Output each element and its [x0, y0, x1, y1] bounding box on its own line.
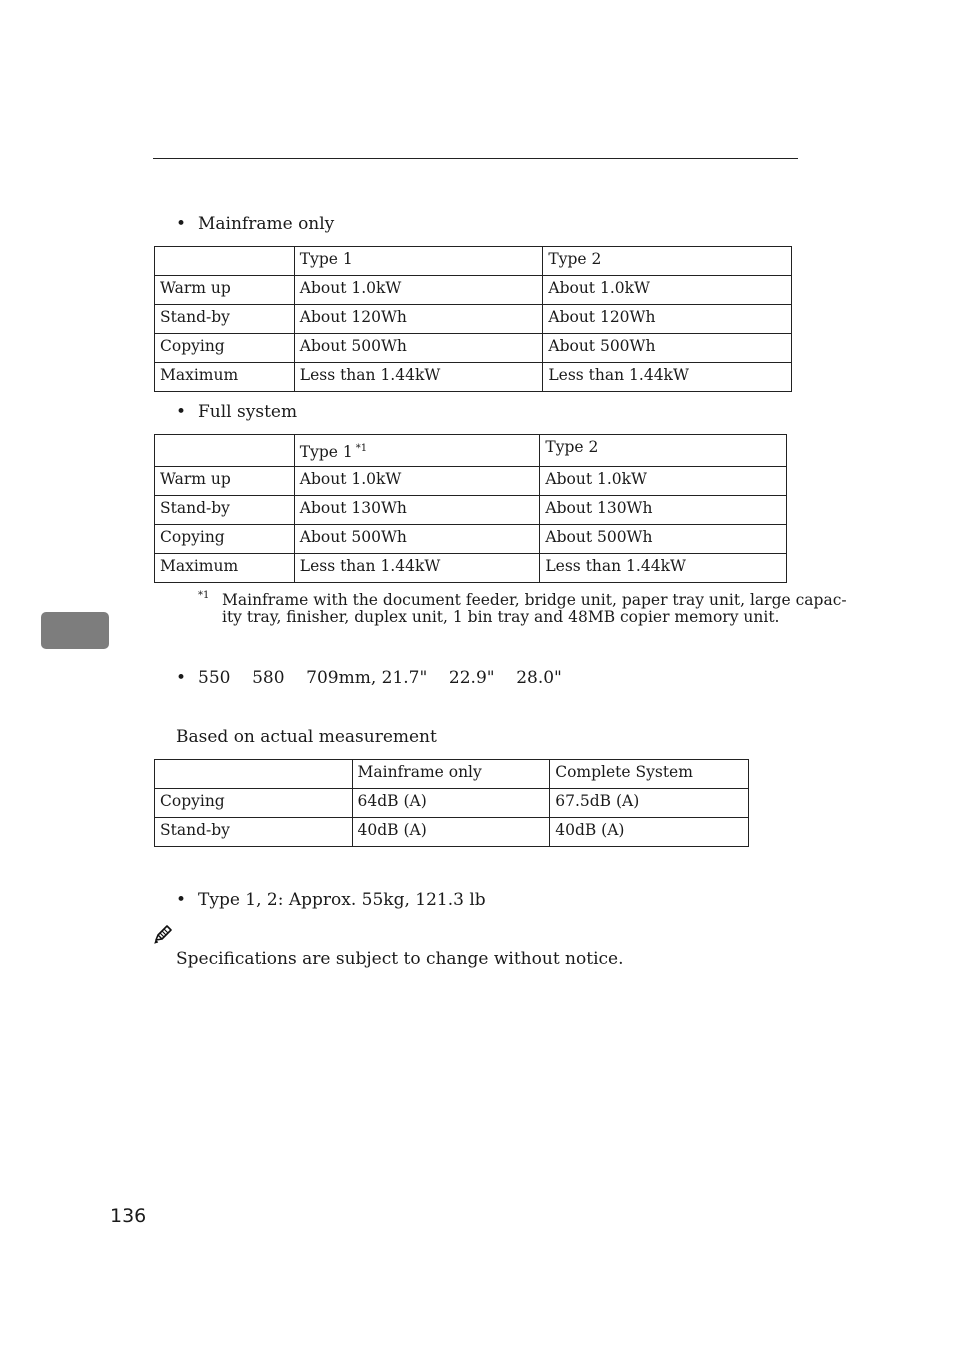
table-cell: Less than 1.44kW: [294, 363, 543, 392]
table-header-row: [155, 247, 792, 276]
full-system-power-table: [154, 434, 787, 583]
bullet-dot: •: [176, 668, 187, 688]
table-cell: 40dB (A): [550, 818, 749, 847]
footnote-text: [222, 591, 847, 626]
table-cell: Less than 1.44kW: [543, 363, 792, 392]
table-row: [155, 496, 787, 525]
note-text: Specifications are subject to change without notice.: [176, 949, 624, 969]
noise-intro: Based on actual measurement: [176, 727, 437, 747]
table-cell: About 120Wh: [543, 305, 792, 334]
table-cell: About 130Wh: [294, 496, 540, 525]
table-row: [155, 276, 792, 305]
table-cell: Less than 1.44kW: [294, 554, 540, 583]
bullet-weight: [176, 890, 486, 910]
type1-header-label: Type 1: [299, 443, 353, 461]
table-cell: Warm up: [155, 467, 295, 496]
full-system-label: Full system: [198, 402, 298, 422]
table-cell: Warm up: [155, 276, 295, 305]
table-cell: Copying: [155, 334, 295, 363]
table-cell: Copying: [155, 789, 353, 818]
table-cell: 67.5dB (A): [550, 789, 749, 818]
table-cell: Maximum: [155, 554, 295, 583]
table-cell: About 500Wh: [543, 334, 792, 363]
table-cell: About 130Wh: [540, 496, 787, 525]
weight-text: Type 1, 2: Approx. 55kg, 121.3 lb: [198, 890, 486, 910]
table-cell: 40dB (A): [352, 818, 550, 847]
table-row: [155, 554, 787, 583]
table-row: [155, 467, 787, 496]
table-cell: [155, 247, 295, 276]
footnote-ref: *1: [355, 443, 368, 454]
footnote-mark: *1: [198, 590, 210, 601]
footnote-line: ity tray, finisher, duplex unit, 1 bin tray and 48MB copier memory unit.: [222, 608, 780, 626]
table-cell: Maximum: [155, 363, 295, 392]
table-cell: About 1.0kW: [543, 276, 792, 305]
table-cell: About 500Wh: [294, 334, 543, 363]
table-cell: [294, 435, 540, 467]
mainframe-label: Mainframe only: [198, 214, 335, 234]
table-row: [155, 305, 792, 334]
pencil-note-icon: [153, 924, 173, 944]
table-cell: About 1.0kW: [540, 467, 787, 496]
table-cell: Mainframe only: [352, 760, 550, 789]
noise-table: [154, 759, 749, 847]
dimensions-text: 550 580 709mm, 21.7" 22.9" 28.0": [198, 668, 562, 688]
table-cell: Copying: [155, 525, 295, 554]
table-cell: [155, 760, 353, 789]
header-rule: [153, 158, 798, 159]
table-cell: 64dB (A): [352, 789, 550, 818]
table-row: [155, 363, 792, 392]
table-cell: About 500Wh: [294, 525, 540, 554]
table-row: [155, 818, 749, 847]
table-cell: Stand-by: [155, 818, 353, 847]
table-cell: Type 2: [543, 247, 792, 276]
table-cell: Type 2: [540, 435, 787, 467]
bullet-dot: •: [176, 890, 187, 910]
table-cell: About 1.0kW: [294, 467, 540, 496]
table-cell: Less than 1.44kW: [540, 554, 787, 583]
table-cell: Complete System: [550, 760, 749, 789]
footnote-line: Mainframe with the document feeder, bridge unit, paper tray unit, large capac-: [222, 591, 847, 609]
table-cell: About 120Wh: [294, 305, 543, 334]
chapter-tab-marker: [41, 612, 109, 649]
table-cell: Type 1: [294, 247, 543, 276]
table-cell: Stand-by: [155, 496, 295, 525]
mainframe-power-table: [154, 246, 792, 392]
table-header-row: [155, 435, 787, 467]
bullet-dot: •: [176, 214, 187, 234]
bullet-mainframe-only: [176, 214, 334, 234]
bullet-dot: •: [176, 402, 187, 422]
bullet-full-system: [176, 402, 297, 422]
table-row: [155, 789, 749, 818]
table-cell: [155, 435, 295, 467]
page-number: 136: [110, 1205, 147, 1227]
table-header-row: [155, 760, 749, 789]
table-cell: About 1.0kW: [294, 276, 543, 305]
table-row: [155, 525, 787, 554]
table-row: [155, 334, 792, 363]
table-cell: Stand-by: [155, 305, 295, 334]
bullet-dimensions: [176, 668, 562, 688]
table-cell: About 500Wh: [540, 525, 787, 554]
